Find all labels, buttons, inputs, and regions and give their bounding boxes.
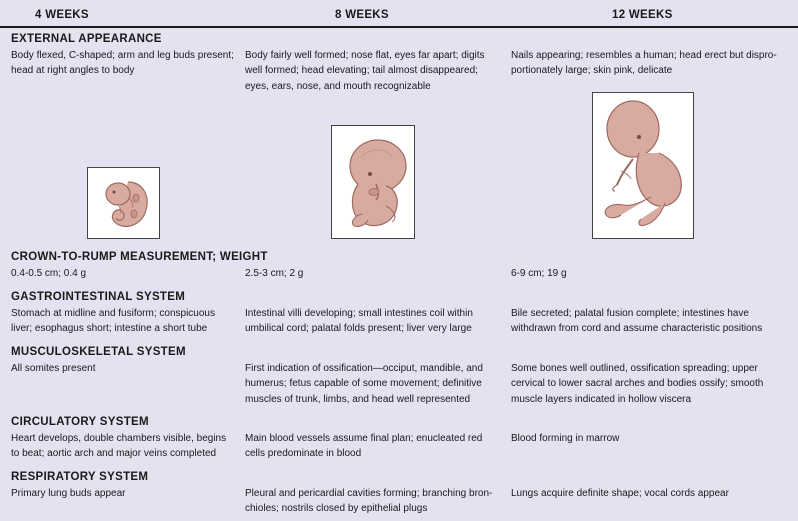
embryo-4-weeks-icon	[87, 167, 160, 239]
column-header-row	[0, 0, 798, 27]
section-title-gastrointestinal: GASTROINTESTINAL SYSTEM	[11, 291, 186, 303]
column-header-8-weeks: 8 WEEKS	[335, 9, 389, 21]
crown-to-rump-12-weeks: 6-9 cm; 19 g	[511, 268, 567, 279]
external-appearance-8-weeks: Body fairly well formed; nose flat, eyes far apart; digits well formed; head elevating; tail almost disappeared; eyes, ears, nose, and mouth recognizable	[245, 50, 485, 92]
column-header-12-weeks: 12 WEEKS	[612, 9, 673, 21]
respiratory-12-weeks: Lungs acquire definite shape; vocal cords appear	[511, 488, 729, 499]
circulatory-4-weeks: Heart develops, double chambers visible, begins to beat; aortic arch and major veins completed	[11, 433, 227, 460]
section-title-respiratory: RESPIRATORY SYSTEM	[11, 471, 149, 483]
section-title-musculoskeletal: MUSCULOSKELETAL SYSTEM	[11, 346, 186, 358]
column-header-4-weeks: 4 WEEKS	[35, 9, 89, 21]
gastrointestinal-8-weeks: Intestinal villi developing; small intestines coil within umbilical cord; palatal folds present; liver very large	[245, 308, 473, 335]
fetus-12-weeks-icon	[592, 92, 694, 239]
musculoskeletal-8-weeks: First indication of ossification—occiput, mandible, and humerus; fetus capable of some movement; definitive muscles of trunk, limbs, and head well represented	[245, 363, 483, 405]
header-divider	[0, 26, 798, 28]
respiratory-8-weeks: Pleural and pericardial cavities forming; branching bron- chioles; nostrils closed by epithelial plugs	[245, 488, 493, 515]
musculoskeletal-12-weeks: Some bones well outlined, ossification spreading; upper cervical to lower sacral arches and bodies ossify; smooth muscle layers indicated in hollow viscera	[511, 363, 764, 405]
respiratory-4-weeks: Primary lung buds appear	[11, 488, 126, 499]
section-title-circulatory: CIRCULATORY SYSTEM	[11, 416, 149, 428]
fetus-8-weeks-icon	[331, 125, 415, 239]
section-title-crown-to-rump: CROWN-TO-RUMP MEASUREMENT; WEIGHT	[11, 251, 268, 263]
gastrointestinal-12-weeks: Bile secreted; palatal fusion complete; intestines have withdrawn from cord and assume characteristic positions	[511, 308, 763, 335]
musculoskeletal-4-weeks: All somites present	[11, 363, 96, 374]
circulatory-12-weeks: Blood forming in marrow	[511, 433, 620, 444]
circulatory-8-weeks: Main blood vessels assume final plan; enucleated red cells predominate in blood	[245, 433, 483, 460]
crown-to-rump-4-weeks: 0.4-0.5 cm; 0.4 g	[11, 268, 87, 279]
gastrointestinal-4-weeks: Stomach at midline and fusiform; conspicuous liver; esophagus short; intestine a short tube	[11, 308, 215, 335]
crown-to-rump-8-weeks: 2.5-3 cm; 2 g	[245, 268, 304, 279]
external-appearance-4-weeks: Body flexed, C-shaped; arm and leg buds present; head at right angles to body	[11, 50, 234, 77]
section-title-external-appearance: EXTERNAL APPEARANCE	[11, 33, 162, 45]
external-appearance-12-weeks: Nails appearing; resembles a human; head erect but dispro- portionately large; skin pink, delicate	[511, 50, 777, 77]
